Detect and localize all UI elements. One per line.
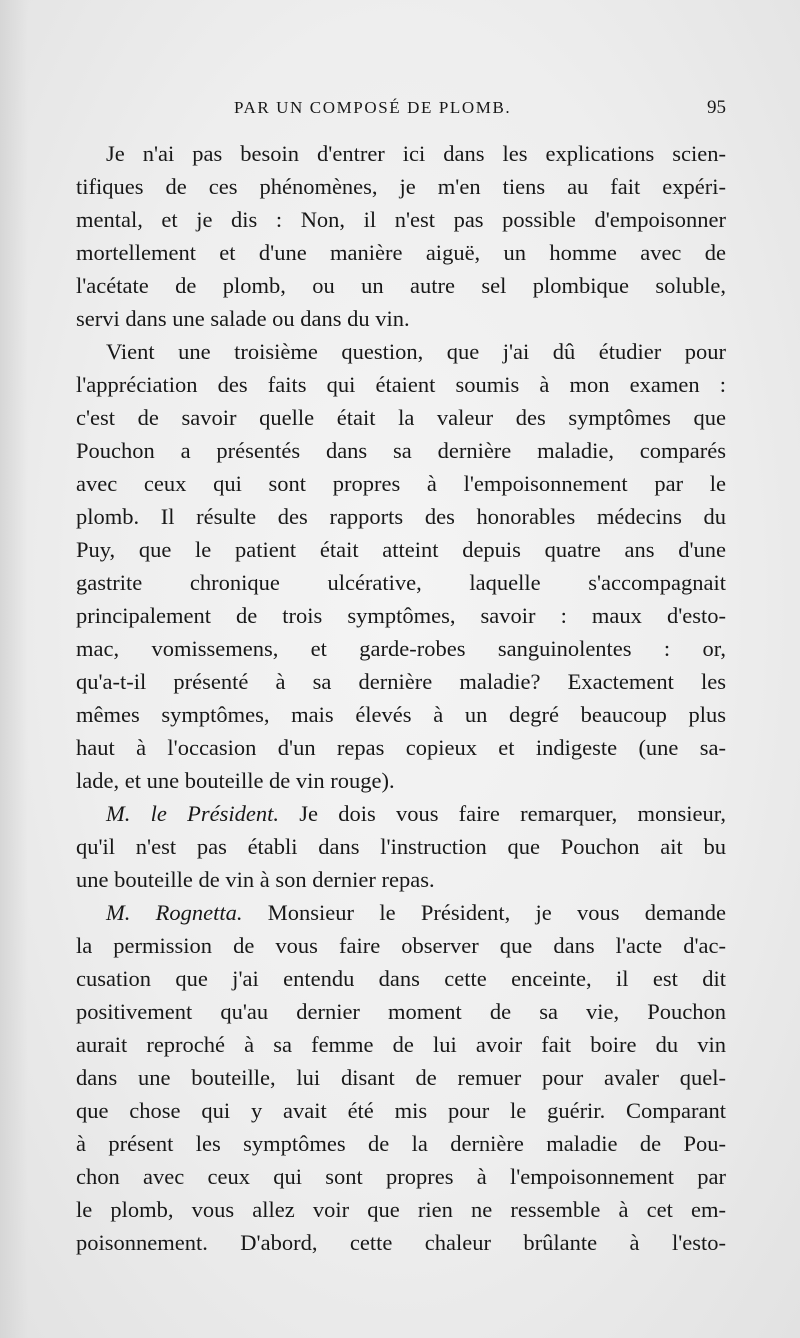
running-head <box>76 97 726 137</box>
text-line: le plomb, vous allez voir que rien ne ressemble à cet em- <box>76 1197 726 1222</box>
text-line: mac, vomissemens, et garde-robes sanguinolentes : or, <box>76 636 726 661</box>
text-line: la permission de vous faire observer que dans l'acte d'ac- <box>76 933 726 958</box>
text-line: mortellement et d'une manière aiguë, un homme avec de <box>76 240 726 265</box>
speech-text: Monsieur le Président, je vous demande <box>267 900 726 925</box>
running-head-title: PAR UN COMPOSÉ DE PLOMB. <box>234 98 512 117</box>
text-line: l'acétate de plomb, ou un autre sel plombique soluble, <box>76 273 726 298</box>
text-line: c'est de savoir quelle était la valeur des symptômes que <box>76 405 726 430</box>
paragraph-3 <box>76 797 726 896</box>
text-line: mental, et je dis : Non, il n'est pas possible d'empoisonner <box>76 207 726 232</box>
text-line: qu'il n'est pas établi dans l'instruction que Pouchon ait bu <box>76 834 726 859</box>
page-edge-shadow <box>0 0 28 1338</box>
text-line: tifiques de ces phénomènes, je m'en tiens au fait expéri- <box>76 174 726 199</box>
text-line: dans une bouteille, lui disant de remuer pour avaler quel- <box>76 1065 726 1090</box>
text-block <box>76 97 726 1259</box>
text-line: Puy, que le patient était atteint depuis quatre ans d'une <box>76 537 726 562</box>
speaker-name: M. Rognetta. <box>106 900 243 925</box>
paragraph-1 <box>76 137 726 335</box>
text-line: positivement qu'au dernier moment de sa vie, Pouchon <box>76 999 726 1024</box>
text-line: plomb. Il résulte des rapports des honorables médecins du <box>76 504 726 529</box>
text-line: servi dans une salade ou dans du vin. <box>76 306 410 331</box>
page-number: 95 <box>707 97 726 118</box>
text-line: Je n'ai pas besoin d'entrer ici dans les explications scien- <box>106 141 726 166</box>
text-line: Pouchon a présentés dans sa dernière maladie, comparés <box>76 438 726 463</box>
text-line: à présent les symptômes de la dernière maladie de Pou- <box>76 1131 726 1156</box>
text-line: gastrite chronique ulcérative, laquelle s'accompagnait <box>76 570 726 595</box>
text-line <box>76 797 726 830</box>
text-line: aurait reproché à sa femme de lui avoir fait boire du vin <box>76 1032 726 1057</box>
text-line: une bouteille de vin à son dernier repas. <box>76 867 435 892</box>
text-line <box>76 896 726 929</box>
text-line: chon avec ceux qui sont propres à l'empoisonnement par <box>76 1164 726 1189</box>
text-line: lade, et une bouteille de vin rouge). <box>76 768 395 793</box>
text-line: Vient une troisième question, que j'ai dû étudier pour <box>106 339 726 364</box>
speech-text: Je dois vous faire remarquer, monsieur, <box>299 801 727 826</box>
text-line: que chose qui y avait été mis pour le guérir. Comparant <box>76 1098 726 1123</box>
text-line: cusation que j'ai entendu dans cette enceinte, il est dit <box>76 966 726 991</box>
text-line: haut à l'occasion d'un repas copieux et indigeste (une sa- <box>76 735 726 760</box>
paragraph-2 <box>76 335 726 797</box>
paragraph-4 <box>76 896 726 1259</box>
text-line: qu'a-t-il présenté à sa dernière maladie? Exactement les <box>76 669 726 694</box>
text-line: avec ceux qui sont propres à l'empoisonnement par le <box>76 471 726 496</box>
text-line: poisonnement. D'abord, cette chaleur brûlante à l'esto- <box>76 1230 726 1255</box>
speaker-name: M. le Président. <box>106 801 279 826</box>
text-line: l'appréciation des faits qui étaient soumis à mon examen : <box>76 372 726 397</box>
text-line: mêmes symptômes, mais élevés à un degré beaucoup plus <box>76 702 726 727</box>
text-line: principalement de trois symptômes, savoir : maux d'esto- <box>76 603 726 628</box>
